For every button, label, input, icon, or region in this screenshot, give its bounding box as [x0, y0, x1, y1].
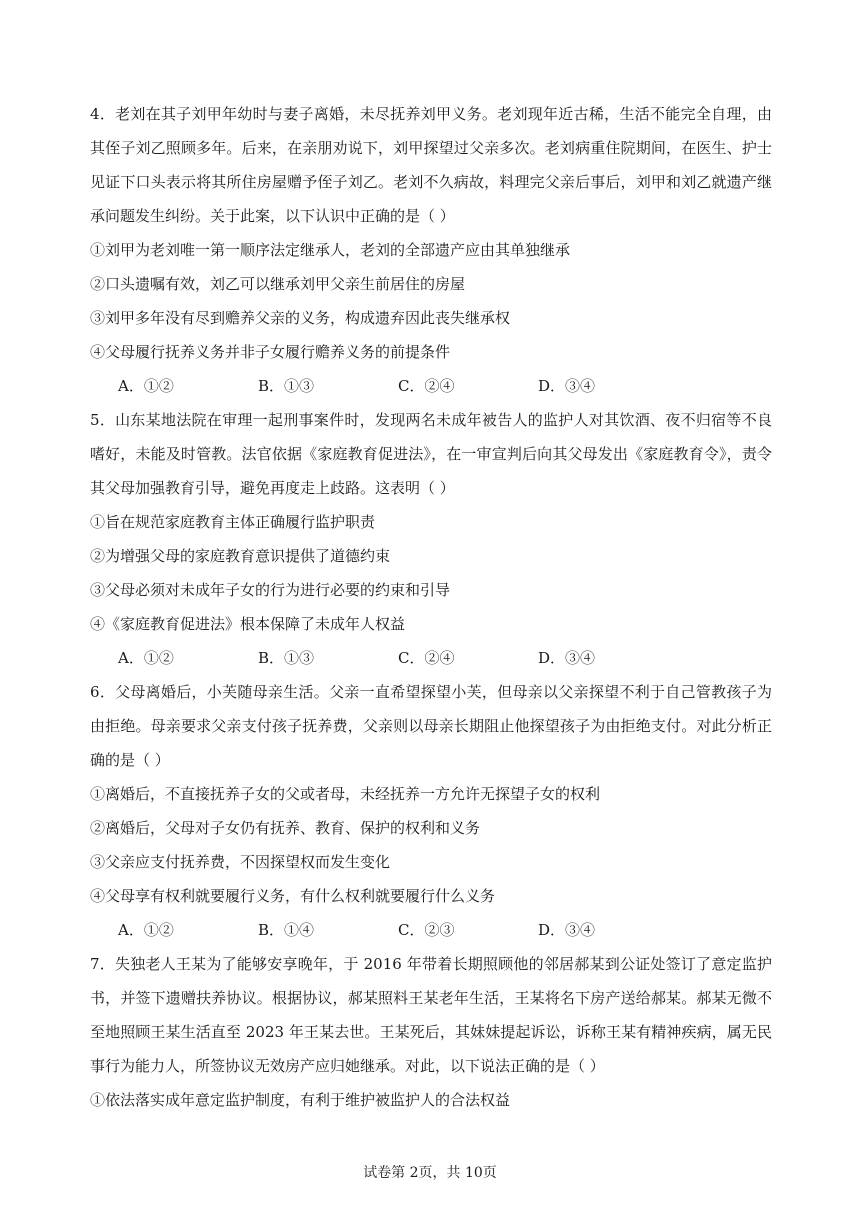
choice-c: C．②④: [398, 377, 455, 395]
question-4: [90, 97, 772, 403]
statement-4: ④父母享有权利就要履行义务，有什么权利就要履行什么义务: [90, 887, 496, 905]
choice-d: D．③④: [538, 377, 596, 395]
question-7: [90, 947, 772, 1117]
question-list: [90, 97, 772, 1117]
choice-a: A．①②: [118, 649, 174, 667]
statement-2: ②口头遗嘱有效，刘乙可以继承刘甲父亲生前居住的房屋: [90, 275, 466, 293]
choice-c: C．②③: [398, 921, 455, 939]
question-stem: 5．山东某地法院在审理一起刑事案件时，发现两名未成年被告人的监护人对其饮酒、夜不归宿等不良嗜好，未能及时管教。法官依据《家庭教育促进法》，在一审宣判后向其父母发出《家庭教育令》，责令其父母加强教育引导，避免再度走上歧路。这表明（ ）: [90, 411, 772, 497]
question-6: [90, 675, 772, 947]
question-stem: 4．老刘在其子刘甲年幼时与妻子离婚，未尽抚养刘甲义务。老刘现年近古稀，生活不能完全自理，由其侄子刘乙照顾多年。后来，在亲朋劝说下，刘甲探望过父亲多次。老刘病重住院期间，在医生、护士见证下口头表示将其所住房屋赠予侄子刘乙。老刘不久病故，料理完父亲后事后，刘甲和刘乙就遗产继承问题发生纠纷。关于此案，以下认识中正确的是（ ）: [90, 105, 772, 225]
statement-2: ②离婚后，父母对子女仍有抚养、教育、保护的权利和义务: [90, 819, 481, 837]
choice-c: C．②④: [398, 649, 455, 667]
question-stem: 7．失独老人王某为了能够安享晚年，于 2016 年带着长期照顾他的邻居郝某到公证处签订了意定监护书，并签下遗赠扶养协议。根据协议，郝某照料王某老年生活，王某将名下房产送给郝某。郝某无微不至地照顾王某生活直至 2023 年王某去世。王某死后，其妹妹提起诉讼，诉称王某有精神疾病，属无民事行为能力人，所签协议无效房产应归她继承。对此，以下说法正确的是（ ）: [90, 955, 772, 1075]
answer-choices: [90, 369, 772, 403]
statement-1: ①依法落实成年意定监护制度，有利于维护被监护人的合法权益: [90, 1091, 511, 1109]
choice-b: B．①④: [258, 921, 315, 939]
choice-d: D．③④: [538, 921, 596, 939]
statement-4: ④父母履行抚养义务并非子女履行赡养义务的前提条件: [90, 343, 451, 361]
choice-d: D．③④: [538, 649, 596, 667]
statement-3: ③父亲应支付抚养费，不因探望权而发生变化: [90, 853, 391, 871]
choice-a: A．①②: [118, 921, 174, 939]
statement-2: ②为增强父母的家庭教育意识提供了道德约束: [90, 547, 391, 565]
question-5: [90, 403, 772, 675]
statement-4: ④《家庭教育促进法》根本保障了未成年人权益: [90, 615, 406, 633]
statement-1: ①旨在规范家庭教育主体正确履行监护职责: [90, 513, 376, 531]
page-footer: 试卷第 2页，共 10页: [363, 1165, 497, 1181]
answer-choices: [90, 913, 772, 947]
question-stem: 6．父母离婚后，小芙随母亲生活。父亲一直希望探望小芙，但母亲以父亲探望不利于自己管教孩子为由拒绝。母亲要求父亲支付孩子抚养费，父亲则以母亲长期阻止他探望孩子为由拒绝支付。对此分析正确的是（ ）: [90, 683, 772, 769]
choice-b: B．①③: [258, 377, 315, 395]
statement-3: ③父母必须对未成年子女的行为进行必要的约束和引导: [90, 581, 451, 599]
statement-3: ③刘甲多年没有尽到赡养父亲的义务，构成遗弃因此丧失继承权: [90, 309, 511, 327]
choice-a: A．①②: [118, 377, 174, 395]
statement-1: ①刘甲为老刘唯一第一顺序法定继承人，老刘的全部遗产应由其单独继承: [90, 241, 571, 259]
choice-b: B．①③: [258, 649, 315, 667]
statement-1: ①离婚后，不直接抚养子女的父或者母，未经抚养一方允许无探望子女的权利: [90, 785, 601, 803]
answer-choices: [90, 641, 772, 675]
